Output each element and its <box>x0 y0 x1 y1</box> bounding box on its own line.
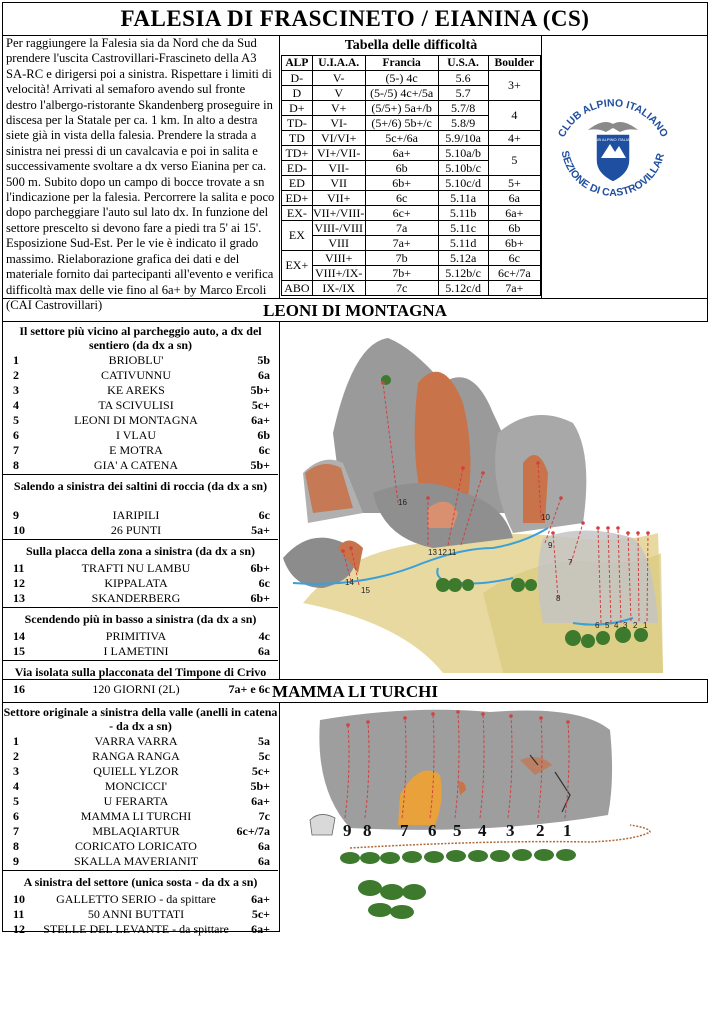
alp-grade: TD- <box>282 116 313 131</box>
access-directions: Per raggiungere la Falesia sia da Nord che da Sud prendere l'uscita Castrovillari-Frascineto della A3 SA-RC e dirigersi poi a sinistra. Rispettare i limiti di velocità! Arrivati al semaforo avendo sul fronte destro l'albergo-ristorante Skandenberg proseguire in discesa per la Statale per ca. 1 km. In alto a destra siete già in vista della falesia. Prendere la strada a sinistra nei pressi di un cavalcavia e poi in salita e successivamente svoltare a dx verso Eianina per ca. 500 m. Subito dopo un campo di bocce trovate a sn l'indicazione per la falesia. Percorrere la salita e poco dopo parcheggiare l'auto sul lato dx. In funzione del settore prescelto si devono fare a piedi tra 5' ai 15'. Esposizione Sud-Est. Per le vie è indicato il grado massimo. Rielaborazione grafica dei dati e del materiale fornito dai partecipanti all'evento e verifica difficoltà max delle vie fino al 6a+ by Marco Ercoli (CAI Castrovillari) <box>6 36 275 312</box>
col-boulder: Boulder <box>488 56 540 71</box>
route-number: 3 <box>13 764 19 778</box>
route-grade: 5b+ <box>250 779 270 793</box>
route-name: SKALLA MAVERIANIT <box>73 854 199 868</box>
anchor-marker <box>536 461 540 465</box>
route-number: 2 <box>13 749 19 763</box>
route-number-label: 12 <box>438 548 447 557</box>
boulder-grade: 4+ <box>488 131 540 146</box>
route-number: 11 <box>13 907 25 921</box>
route-group-header: A sinistra del settore (unica sosta - da dx a sn) <box>23 875 258 889</box>
boulder-grade: 3+ <box>488 71 540 101</box>
uiaa-grade: VII <box>312 176 365 191</box>
difficulty-row <box>282 191 541 206</box>
divider <box>3 870 278 871</box>
route-grade: 6b+ <box>250 591 270 605</box>
route-number: 9 <box>13 508 19 522</box>
leoni-crag-map <box>283 323 668 678</box>
uiaa-grade: V+ <box>312 101 365 116</box>
route-number: 10 <box>13 523 25 537</box>
french-grade: 5c+/6a <box>365 131 438 146</box>
route-grade: 6a+ <box>251 794 270 808</box>
route-grade: 5b+ <box>250 383 270 397</box>
usa-grade: 5.10a/b <box>438 146 488 161</box>
route-group-header: Scendendo più in basso a sinistra (da dx a sn) <box>24 612 257 626</box>
anchor-marker <box>539 716 543 720</box>
route-row <box>3 458 278 473</box>
route-grade: 6b+ <box>250 561 270 575</box>
eagle-icon <box>588 122 638 132</box>
anchor-marker <box>626 531 630 535</box>
anchor-marker <box>431 712 435 716</box>
route-number-label: 7 <box>400 821 409 840</box>
route-number: 12 <box>13 576 25 590</box>
divider <box>3 660 278 661</box>
route-name: PRIMITIVA <box>105 629 167 643</box>
french-grade: (5+/6) 5b+/c <box>365 116 438 131</box>
route-grade: 6c <box>258 576 270 590</box>
route-grade: 6a <box>258 368 270 382</box>
anchor-marker <box>606 526 610 530</box>
alp-grade: TD <box>282 131 313 146</box>
route-name: TRAFTI NU LAMBU <box>81 561 191 575</box>
route-name: GALLETTO SERIO - da spittare <box>56 892 216 906</box>
route-number-label: 14 <box>345 578 354 587</box>
route-grade: 5c+ <box>251 907 270 921</box>
route-name: 50 ANNI BUTTATI <box>87 907 185 921</box>
alp-grade: EX- <box>282 206 313 221</box>
divider <box>541 35 542 299</box>
route-row <box>3 779 278 794</box>
route-row <box>3 428 278 443</box>
difficulty-table-title: Tabella delle difficoltà <box>344 38 478 53</box>
anchor-marker <box>581 521 585 525</box>
route-number: 5 <box>13 413 19 427</box>
route-name: SKANDERBERG <box>91 591 181 605</box>
route-name: MONCICCI' <box>104 779 168 793</box>
route-grade: 4c <box>258 629 270 643</box>
route-name: MAMMA LI TURCHI <box>80 809 192 823</box>
route-row <box>3 824 278 839</box>
route-number: 2 <box>13 368 19 382</box>
route-row <box>3 591 278 606</box>
route-number-label: 5 <box>453 821 462 840</box>
boulder-grade: 6b <box>488 221 540 236</box>
route-number: 15 <box>13 644 25 658</box>
route-number: 4 <box>13 398 19 412</box>
route-number-label: 13 <box>428 548 437 557</box>
sector-title-leoni: LEONI DI MONTAGNA <box>2 298 708 322</box>
french-grade: 7c <box>365 281 438 296</box>
route-group-header: Via isolata sulla placconata del Timpone di Crivo <box>14 665 267 679</box>
usa-grade: 5.7/8 <box>438 101 488 116</box>
usa-grade: 5.12c/d <box>438 281 488 296</box>
route-grade: 5a+ <box>251 523 270 537</box>
route-row <box>3 809 278 824</box>
alp-grade: D+ <box>282 101 313 116</box>
route-grade: 6a <box>258 644 270 658</box>
route-row <box>3 413 278 428</box>
usa-grade: 5.10c/d <box>438 176 488 191</box>
route-row <box>3 629 278 644</box>
french-grade: 7b <box>365 251 438 266</box>
route-number-label: 9 <box>548 541 553 550</box>
route-number: 1 <box>13 353 19 367</box>
french-grade: (5-) 4c <box>365 71 438 86</box>
route-row <box>3 383 278 398</box>
route-grade: 6a <box>258 854 270 868</box>
col-alp: ALP <box>282 56 313 71</box>
uiaa-grade: VI- <box>312 116 365 131</box>
difficulty-row <box>282 281 541 296</box>
boulder-grade: 5+ <box>488 176 540 191</box>
french-grade: 7a+ <box>365 236 438 251</box>
boulder-grade: 5 <box>488 146 540 176</box>
divider <box>3 607 278 608</box>
anchor-marker <box>481 471 485 475</box>
difficulty-row <box>282 251 541 266</box>
shield-text: CLUB ALPINO ITALIANO <box>590 137 636 142</box>
anchor-marker <box>551 531 555 535</box>
route-name: VARRA VARRA <box>94 734 178 748</box>
route-name: I LAMETINI <box>103 644 169 658</box>
route-name: U FERARTA <box>103 794 169 808</box>
route-row <box>3 368 278 383</box>
difficulty-header-row <box>282 56 541 71</box>
page-title: FALESIA DI FRASCINETO / EIANINA (CS) <box>2 2 708 36</box>
difficulty-row <box>282 131 541 146</box>
route-number-label: 9 <box>343 821 352 840</box>
usa-grade: 5.7 <box>438 86 488 101</box>
uiaa-grade: IX-/IX <box>312 281 365 296</box>
route-grade: 6c <box>258 508 270 522</box>
route-number-label: 16 <box>398 498 407 507</box>
route-group-header: Sulla placca della zona a sinistra (da dx a sn) <box>25 544 256 558</box>
route-group-header: Settore originale a sinistra della valle (anelli in catena - da dx a sn) <box>3 705 278 733</box>
alp-grade: ED+ <box>282 191 313 206</box>
alp-grade: EX <box>282 221 313 251</box>
route-row <box>3 644 278 659</box>
uiaa-grade: V- <box>312 71 365 86</box>
mamma-crag-map <box>290 700 670 928</box>
route-number-label: 2 <box>536 821 545 840</box>
difficulty-row <box>282 266 541 281</box>
route-number: 14 <box>13 629 25 643</box>
difficulty-row <box>282 176 541 191</box>
shield-icon <box>590 134 635 182</box>
route-grade: 6c+/7a <box>236 824 270 838</box>
alp-grade: ED <box>282 176 313 191</box>
route-name: 120 GIORNI (2L) <box>92 682 180 696</box>
anchor-marker <box>566 720 570 724</box>
difficulty-table <box>281 55 541 296</box>
route-number: 4 <box>13 779 19 793</box>
uiaa-grade: VII- <box>312 161 365 176</box>
route-row <box>3 922 278 937</box>
boulder-grade: 6a+ <box>488 206 540 221</box>
uiaa-grade: VIII+/IX- <box>312 266 365 281</box>
anchor-marker <box>481 712 485 716</box>
divider <box>279 35 280 299</box>
french-grade: (5-/5) 4c+/5a <box>365 86 438 101</box>
anchor-marker <box>646 531 650 535</box>
route-number-label: 6 <box>428 821 437 840</box>
route-row <box>3 734 278 749</box>
alp-grade: EX+ <box>282 251 313 281</box>
route-number-label: 5 <box>605 621 610 630</box>
route-number-label: 3 <box>506 821 515 840</box>
boulder-grade: 6c+/7a <box>488 266 540 281</box>
french-grade: 6b+ <box>365 176 438 191</box>
difficulty-row <box>282 71 541 86</box>
difficulty-row <box>282 101 541 116</box>
anchor-marker <box>559 496 563 500</box>
col-usa: U.S.A. <box>438 56 488 71</box>
route-grade: 5c+ <box>251 764 270 778</box>
route-number: 3 <box>13 383 19 397</box>
usa-grade: 5.12b/c <box>438 266 488 281</box>
route-grade: 6c <box>258 443 270 457</box>
route-number: 7 <box>13 824 19 838</box>
difficulty-row <box>282 236 541 251</box>
usa-grade: 5.8/9 <box>438 116 488 131</box>
route-number-label: 2 <box>633 621 638 630</box>
french-grade: 6c <box>365 191 438 206</box>
logo-bottom-text: SEZIONE DI CASTROVILLAR <box>558 149 667 199</box>
route-name: E MOTRA <box>109 443 163 457</box>
route-row <box>3 398 278 413</box>
rock-wall <box>310 710 612 835</box>
route-name: 26 PUNTI <box>110 523 162 537</box>
route-name: CORICATO LORICATO <box>75 839 197 853</box>
usa-grade: 5.11b <box>438 206 488 221</box>
uiaa-grade: VI/VI+ <box>312 131 365 146</box>
route-number: 6 <box>13 809 19 823</box>
usa-grade: 5.9/10a <box>438 131 488 146</box>
route-number: 8 <box>13 839 19 853</box>
route-number-label: 3 <box>623 621 628 630</box>
route-row <box>3 907 278 922</box>
alp-grade: D- <box>282 71 313 86</box>
french-grade: 6a+ <box>365 146 438 161</box>
route-number: 7 <box>13 443 19 457</box>
route-name: I VLAU <box>115 428 157 442</box>
route-number-label: 8 <box>363 821 372 840</box>
sector-title-mamma: MAMMA LI TURCHI <box>2 679 708 703</box>
anchor-marker <box>426 496 430 500</box>
route-number: 10 <box>13 892 25 906</box>
route-grade: 6b <box>257 428 270 442</box>
boulder-grade: 7a+ <box>488 281 540 296</box>
route-row <box>3 353 278 368</box>
route-name: GIA' A CATENA <box>93 458 179 472</box>
route-grade: 6a+ <box>251 892 270 906</box>
route-number: 6 <box>13 428 19 442</box>
divider <box>3 474 278 475</box>
route-name: QUIELL YLZOR <box>93 764 179 778</box>
usa-grade: 5.11a <box>438 191 488 206</box>
route-number-label: 8 <box>556 594 561 603</box>
alp-grade: TD+ <box>282 146 313 161</box>
uiaa-grade: VIII-/VIII <box>312 221 365 236</box>
uiaa-grade: VII+ <box>312 191 365 206</box>
boulder-grade: 4 <box>488 101 540 131</box>
anchor-marker <box>341 549 345 553</box>
cai-logo <box>548 88 678 208</box>
usa-grade: 5.6 <box>438 71 488 86</box>
french-grade: (5/5+) 5a+/b <box>365 101 438 116</box>
route-grade: 5c+ <box>251 398 270 412</box>
route-number-label: 10 <box>541 513 550 522</box>
route-row <box>3 764 278 779</box>
route-row <box>3 576 278 591</box>
boulder-grade: 6b+ <box>488 236 540 251</box>
alp-grade: ABO <box>282 281 313 296</box>
route-number-label: 15 <box>361 586 370 595</box>
route-number: 8 <box>13 458 19 472</box>
route-name: RANGA RANGA <box>92 749 180 763</box>
route-number-label: 4 <box>478 821 487 840</box>
uiaa-grade: VII+/VIII- <box>312 205 365 220</box>
anchor-marker <box>403 716 407 720</box>
divider <box>3 539 278 540</box>
col-uiaa: U.I.A.A. <box>312 56 365 71</box>
anchor-marker <box>456 710 460 714</box>
anchor-marker <box>366 720 370 724</box>
uiaa-grade: VIII+ <box>312 251 365 266</box>
route-name: STELLE DEL LEVANTE - da spittare <box>43 922 229 936</box>
french-grade: 7b+ <box>365 266 438 281</box>
anchor-marker <box>381 381 385 385</box>
route-number: 16 <box>13 682 25 696</box>
route-row <box>3 749 278 764</box>
usa-grade: 5.11c <box>438 221 488 236</box>
route-number: 9 <box>13 854 19 868</box>
route-grade: 6a <box>258 839 270 853</box>
route-grade: 7c <box>258 809 270 823</box>
usa-grade: 5.11d <box>438 236 488 251</box>
logo-top-text: CLUB ALPINO ITALIANO <box>555 97 671 140</box>
route-number-label: 4 <box>614 621 619 630</box>
col-francia: Francia <box>365 56 438 71</box>
route-number: 13 <box>13 591 25 605</box>
route-number: 12 <box>13 922 25 936</box>
uiaa-grade: VI+/VII- <box>312 146 365 161</box>
route-number-label: 7 <box>568 558 573 567</box>
route-grade: 7a+ e 6c <box>228 682 270 696</box>
anchor-marker <box>349 546 353 550</box>
route-number-label: 1 <box>643 621 648 630</box>
route-name: BRIOBLU' <box>108 353 164 367</box>
difficulty-row <box>282 146 541 161</box>
anchor-marker <box>461 466 465 470</box>
alp-grade: ED- <box>282 161 313 176</box>
route-number: 5 <box>13 794 19 808</box>
uiaa-grade: V <box>312 86 365 101</box>
french-grade: 6b <box>365 161 438 176</box>
uiaa-grade: VIII <box>312 236 365 251</box>
trees <box>340 849 576 919</box>
anchor-marker <box>636 531 640 535</box>
route-name: KE AREKS <box>107 383 165 397</box>
boulder-grade: 6a <box>488 191 540 206</box>
route-grade: 5a <box>258 734 270 748</box>
french-grade: 7a <box>365 221 438 236</box>
route-name: MBLAQIARTUR <box>92 824 180 838</box>
route-name: LEONI DI MONTAGNA <box>74 413 198 427</box>
anchor-marker <box>346 723 350 727</box>
anchor-marker <box>596 526 600 530</box>
route-number: 11 <box>13 561 25 575</box>
route-grade: 5c <box>258 749 270 763</box>
route-row <box>3 854 278 869</box>
route-row <box>3 523 278 538</box>
route-number-label: 6 <box>595 621 600 630</box>
route-number-label: 1 <box>563 821 572 840</box>
boulder-grade: 6c <box>488 251 540 266</box>
route-name: TA SCIVULISI <box>98 398 174 412</box>
route-row <box>3 561 278 576</box>
route-row <box>3 794 278 809</box>
usa-grade: 5.12a <box>438 251 488 266</box>
route-group-header: Il settore più vicino al parcheggio auto, a dx del sentiero (da dx a sn) <box>19 324 262 352</box>
route-grade: 5b+ <box>250 458 270 472</box>
route-grade: 5b <box>257 353 270 367</box>
route-name: KIPPALATA <box>104 576 168 590</box>
route-grade: 6a+ <box>251 922 270 936</box>
route-name: CATIVUNNU <box>101 368 171 382</box>
route-number: 1 <box>13 734 19 748</box>
difficulty-row <box>282 206 541 221</box>
route-row <box>3 443 278 458</box>
usa-grade: 5.10b/c <box>438 161 488 176</box>
route-row <box>3 508 278 523</box>
difficulty-row <box>282 221 541 236</box>
anchor-marker <box>616 526 620 530</box>
route-number-label: 11 <box>448 548 457 557</box>
alp-grade: D <box>282 86 313 101</box>
route-group-header: Salendo a sinistra dei saltini di roccia (da dx a sn) <box>13 479 268 493</box>
anchor-marker <box>509 714 513 718</box>
french-grade: 6c+ <box>365 206 438 221</box>
route-row <box>3 892 278 907</box>
route-row <box>3 839 278 854</box>
route-grade: 6a+ <box>251 413 270 427</box>
route-name: IARIPILI <box>112 508 160 522</box>
